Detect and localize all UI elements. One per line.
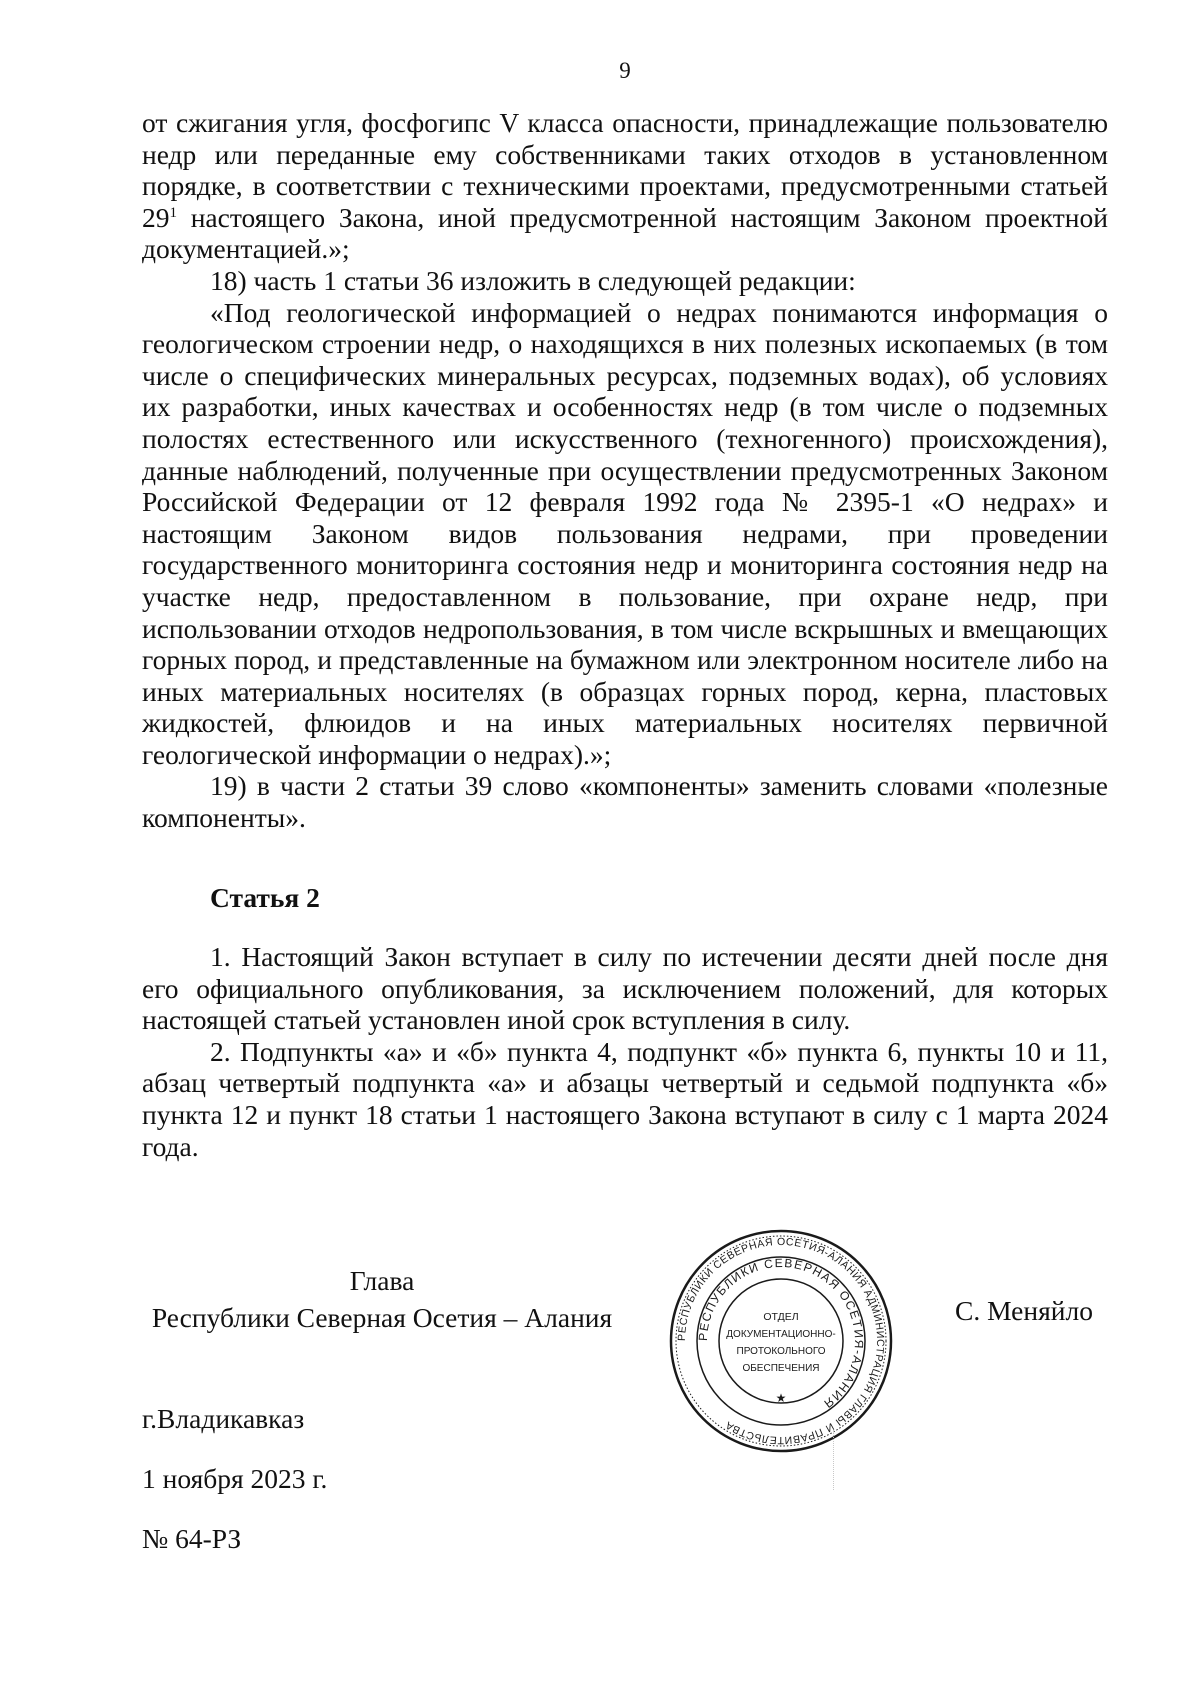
seal-middle-ring-text: РЕСПУБЛИКИ СЕВЕРНАЯ ОСЕТИЯ-АЛАНИЯ <box>695 1255 867 1412</box>
paragraph-waste-text: от сжигания угля, фосфогипс V класса опасности, принадлежащие пользователю недр или переданные ему собственниками таких отходов в установленном порядке, в соответствии с техническими проектами, предусмотренными статьей 29 <box>142 107 1108 233</box>
paragraph-item-18: 18) часть 1 статьи 36 изложить в следующей редакции: <box>210 264 856 296</box>
paragraph-waste-continuation <box>142 107 1108 265</box>
seal-center-line-3: ПРОТОКОЛЬНОГО <box>736 1346 826 1357</box>
scan-artifact-line <box>833 1430 835 1490</box>
article-2-text <box>142 941 1108 1162</box>
superscript-one: 1 <box>169 204 177 221</box>
paragraph-geological-information: «Под геологической информацией о недрах понимаются информация о геологическом строении недр, о находящихся в них полезных ископаемых (в том числе о специфических минеральных ресурсах, подземных водах), об условиях их разработки, иных качествах и особенностях недр (в том числе о подземных полостях естественного или искусственного (техногенного) происхождения), данные наблюдений, полученные при осуществлении предусмотренных Законом Российской Федерации от 12 февраля 1992 года № 2395-1 «О недрах» и настоящим Законом видов пользования недрами, при проведении государственного мониторинга состояния недр и мониторинга состояния недр на участке недр, предоставленном в пользование, при охране недр, при использовании отходов недропользования, в том числе вскрышных и вмещающих горных пород, и представленные на бумажном или электронном носителе либо на иных материальных носителях (в образцах горных пород, керна, пластовых жидкостей, флюидов и на иных материальных носителях первичной геологической информации о недрах).»; <box>142 296 1108 770</box>
law-body-text <box>142 107 1108 834</box>
signatory-name: С. Меняйло <box>955 1295 1093 1326</box>
article-2-item-1: 1. Настоящий Закон вступает в силу по истечении десяти дней после дня его официального опубликования, за исключением положений, для которых настоящей статьей установлен иной срок вступления в силу. <box>142 941 1108 1036</box>
seal-center-line-1: ОТДЕЛ <box>763 1311 799 1323</box>
paragraph-waste-tail: настоящего Закона, иной предусмотренной настоящим Законом проектной документацией.»; <box>142 201 1108 265</box>
seal-center-line-2: ДОКУМЕНТАЦИОННО- <box>726 1329 836 1340</box>
page-number: 9 <box>619 58 631 83</box>
document-date: 1 ноября 2023 г. <box>142 1463 328 1494</box>
paragraph-item-19: 19) в части 2 статьи 39 слово «компоненты» заменить словами «полезные компоненты». <box>142 770 1108 834</box>
signatory-title <box>142 1262 622 1336</box>
document-number: № 64-РЗ <box>142 1523 242 1554</box>
seal-center-line-4: ОБЕСПЕЧЕНИЯ <box>742 1363 820 1374</box>
signatory-title-line-2: Республики Северная Осетия – Алания <box>151 1302 613 1333</box>
document-city: г.Владикавказ <box>142 1403 305 1434</box>
seal-outer-ring-text: РЕСПУБЛИКИ СЕВЕРНАЯ ОСЕТИЯ-АЛАНИЯ АДМИНИСТРАЦИЯ ГЛАВЫ И ПРАВИТЕЛЬСТВА <box>675 1235 887 1447</box>
signatory-title-line-1: Глава <box>349 1265 415 1296</box>
seal-graphic <box>668 1228 894 1454</box>
article-2-heading: Статья 2 <box>210 882 320 913</box>
official-seal <box>668 1228 894 1454</box>
article-2-item-2: 2. Подпункты «а» и «б» пункта 4, подпункт «б» пункта 6, пункты 10 и 11, абзац четвертый подпункта «а» и абзацы четвертый и седьмой подпункта «б» пункта 12 и пункт 18 статьи 1 настоящего Закона вступают в силу с 1 марта 2024 года. <box>142 1035 1108 1162</box>
seal-star-icon: ★ <box>775 1391 787 1405</box>
